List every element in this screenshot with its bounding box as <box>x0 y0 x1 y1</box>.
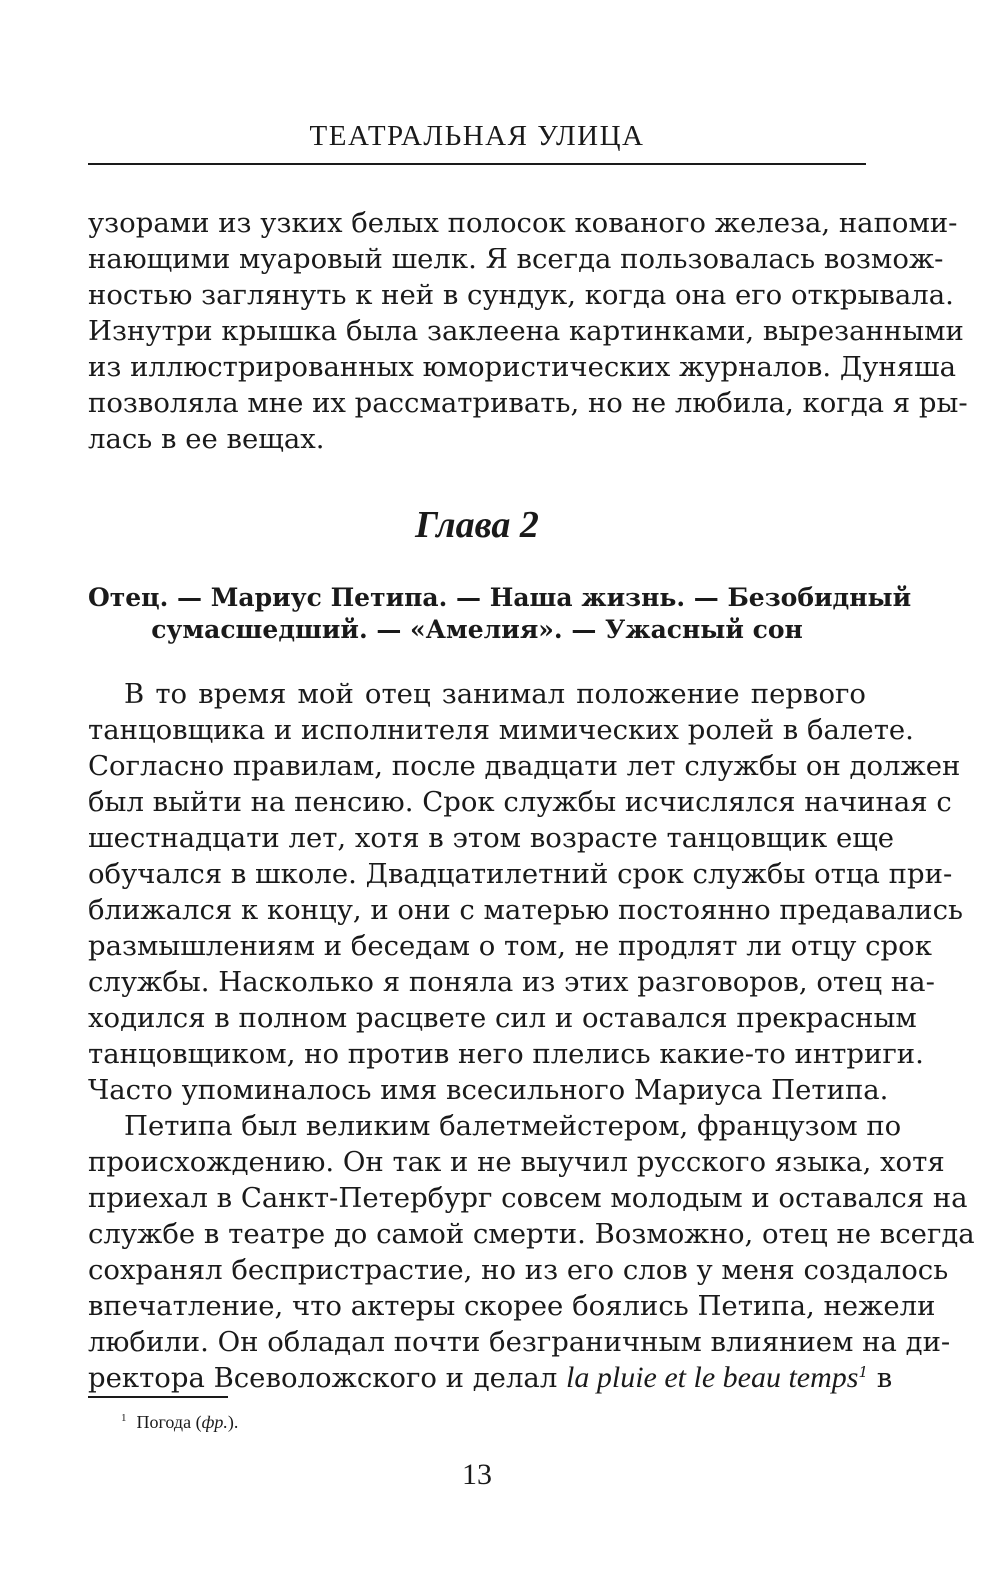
text-line: ближался к концу, и они с матерью постоянно предавались <box>88 894 964 926</box>
foreign-phrase: la pluie et le beau temps <box>566 1361 859 1394</box>
text-line: любили. Он обладал почти безграничным влиянием на ди- <box>88 1326 951 1358</box>
footnote-text: Погода ( <box>136 1412 202 1432</box>
chapter-subtitle: сумасшедший. — «Амелия». — Ужасный сон <box>151 615 803 644</box>
text-line: службы. Насколько я поняла из этих разговоров, отец на- <box>88 966 935 998</box>
text-line: приехал в Санкт-Петербург совсем молодым и оставался на <box>88 1182 968 1214</box>
text-line: Согласно правилам, после двадцати лет службы он должен <box>88 750 961 782</box>
text-line: шестнадцати лет, хотя в этом возрасте танцовщик еще <box>88 822 895 854</box>
text-line: был выйти на пенсию. Срок службы исчислялся начиная с <box>88 786 952 818</box>
text-line: службе в театре до самой смерти. Возможно, отец не всегда <box>88 1218 975 1250</box>
text-run: ректора Всеволожского и делал <box>88 1362 567 1394</box>
text-line: узорами из узких белых полосок кованого железа, напоми- <box>88 207 958 239</box>
text-line: происхождению. Он так и не выучил русского языка, хотя <box>88 1146 945 1178</box>
footnote <box>121 1412 238 1433</box>
text-line: Петипа был великим балетмейстером, французом по <box>124 1110 902 1142</box>
text-line: Изнутри крышка была заклеена картинками, вырезанными <box>88 315 964 347</box>
footnote-reference: 1 <box>858 1362 869 1381</box>
text-line: Часто упоминалось имя всесильного Мариуса Петипа. <box>88 1074 889 1106</box>
running-head: ТЕАТРАЛЬНАЯ УЛИЦА <box>309 120 645 152</box>
chapter-subtitle: Отец. — Мариус Петипа. — Наша жизнь. — Безобидный <box>88 583 912 612</box>
footnote-rule <box>88 1396 228 1398</box>
text-line: танцовщика и исполнителя мимических ролей в балете. <box>88 714 914 746</box>
text-line: из иллюстрированных юмористических журналов. Дуняша <box>88 351 957 383</box>
text-line: ходился в полном расцвете сил и оставался прекрасным <box>88 1002 917 1034</box>
text-line: впечатление, что актеры скорее боялись Петипа, нежели <box>88 1290 936 1322</box>
footnote-mark: 1 <box>121 1412 127 1424</box>
text-line: танцовщиком, но против него плелись какие-то интриги. <box>88 1038 924 1070</box>
footnote-abbrev: фр. <box>201 1412 228 1432</box>
text-line: В то время мой отец занимал положение первого <box>124 678 866 710</box>
header-rule <box>88 163 866 165</box>
page-number: 13 <box>462 1458 492 1491</box>
text-line: позволяла мне их рассматривать, но не любила, когда я ры- <box>88 387 968 419</box>
text-line: обучался в школе. Двадцатилетний срок службы отца при- <box>88 858 953 890</box>
text-line-last <box>88 1360 893 1396</box>
text-line: ностью заглянуть к ней в сундук, когда она его открывала. <box>88 279 954 311</box>
text-line: размышлениям и беседам о том, не продлят ли отцу срок <box>88 930 932 962</box>
footnote-close: ). <box>227 1412 239 1432</box>
chapter-title: Глава 2 <box>415 504 539 546</box>
text-run: в <box>868 1362 893 1394</box>
text-line: сохранял беспристрастие, но из его слов у меня создалось <box>88 1254 949 1286</box>
text-line: лась в ее вещах. <box>88 423 325 455</box>
text-line: нающими муаровый шелк. Я всегда пользовалась возмож- <box>88 243 944 275</box>
